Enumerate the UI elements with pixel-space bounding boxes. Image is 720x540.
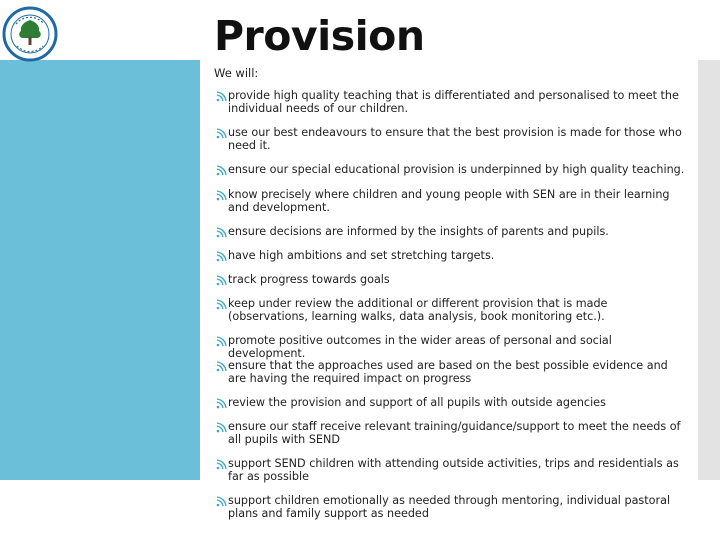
wifi-signal-icon [216,226,228,238]
wifi-signal-icon [216,274,228,286]
list-item [216,397,686,410]
wifi-signal-icon [216,458,228,470]
wifi-signal-icon [216,335,228,347]
list-item-text: have high ambitions and set stretching targets. [228,249,495,262]
list-item-text: promote positive outcomes in the wider areas of personal and social development. [228,334,612,360]
list-item-text: ensure our special educational provision is underpinned by high quality teaching. [228,163,685,176]
intro-text: We will: [214,66,259,80]
list-item [216,274,686,287]
wifi-signal-icon [216,189,228,201]
list-item [216,90,686,115]
list-item [216,127,686,152]
list-item [216,226,686,239]
right-side-strip [698,60,720,480]
list-item-text: know precisely where children and young people with SEN are in their learning and development. [228,188,670,214]
list-item-text: review the provision and support of all pupils with outside agencies [228,396,606,409]
list-item-text: support children emotionally as needed through mentoring, individual pastoral plans and family support as needed [228,494,671,520]
list-item [216,250,686,263]
list-item-text: support SEND children with attending outside activities, trips and residentials as far as possible [228,457,679,483]
list-item-text: provide high quality teaching that is differentiated and personalised to meet the individual needs of our children. [228,89,679,115]
wifi-signal-icon [216,495,228,507]
school-logo [2,6,58,62]
left-accent-panel [0,60,200,480]
page-title: Provision [214,12,425,60]
list-item-text: ensure that the approaches used are based on the best possible evidence and are having the required impact on progress [228,359,668,385]
wifi-signal-icon [216,164,228,176]
list-item-text: ensure our staff receive relevant training/guidance/support to meet the needs of all pupils with SEND [228,420,681,446]
list-item [216,298,686,323]
wifi-signal-icon [216,421,228,433]
wifi-signal-icon [216,298,228,310]
list-item [216,421,686,446]
list-item [216,458,686,483]
list-item-text: keep under review the additional or different provision that is made (observations, learning walks, data analysis, book monitoring etc.). [228,297,608,323]
list-item-text: use our best endeavours to ensure that the best provision is made for those who need it. [228,126,682,152]
list-item-text: ensure decisions are informed by the insights of parents and pupils. [228,225,609,238]
wifi-signal-icon [216,90,228,102]
list-item [216,164,686,177]
wifi-signal-icon [216,360,228,372]
list-item [216,335,686,360]
list-item-text: track progress towards goals [228,273,390,286]
list-item [216,495,686,520]
wifi-signal-icon [216,397,228,409]
wifi-signal-icon [216,127,228,139]
list-item [216,189,686,214]
wifi-signal-icon [216,250,228,262]
list-item [216,360,686,385]
